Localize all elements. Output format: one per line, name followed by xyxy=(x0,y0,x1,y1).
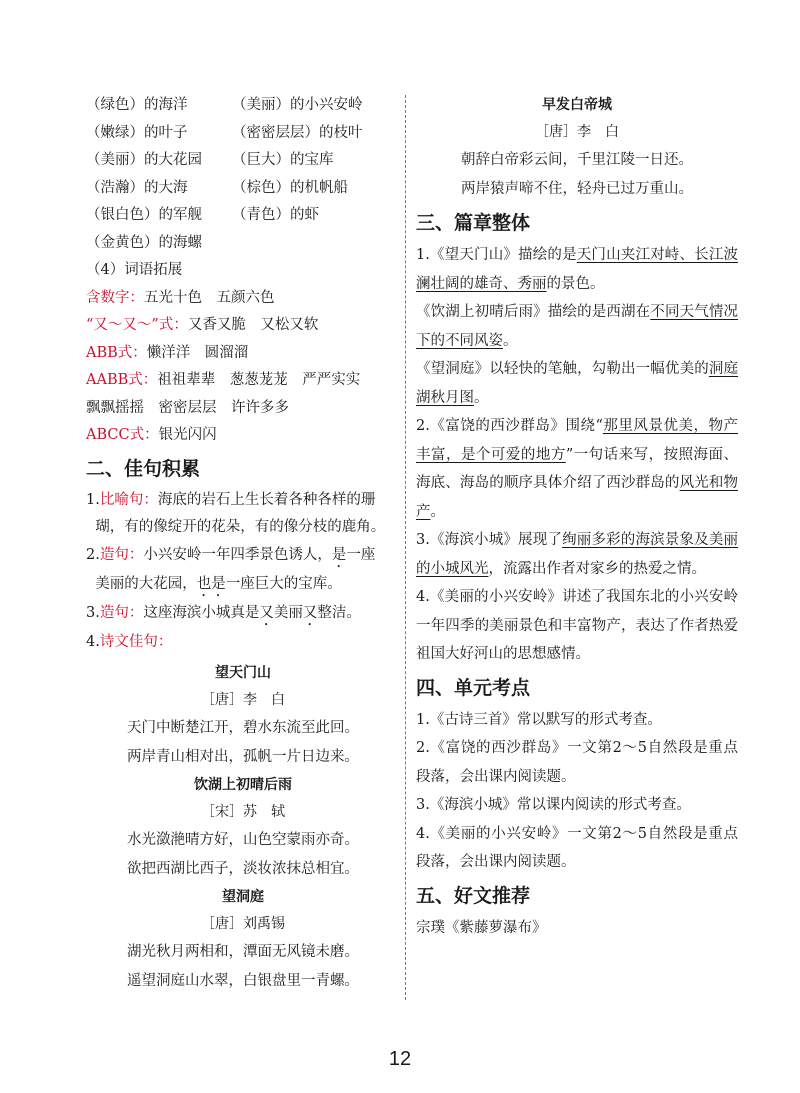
exam-point: 2.《富饶的西沙群岛》一文第2～5自然段是重点段落，会出课内阅读题。 xyxy=(416,740,738,785)
summary-1c: 《望洞庭》以轻快的笔触，勾勒出一幅优美的洞庭湖秋月图。 xyxy=(416,361,739,406)
column-divider xyxy=(405,95,406,1000)
poem xyxy=(86,772,400,884)
poem-line: 两岸猿声啼不住，轻舟已过万重山。 xyxy=(461,181,693,197)
expand-row: ABCC式：银光闪闪 xyxy=(86,427,217,443)
expand-title: （4）词语拓展 xyxy=(86,262,183,278)
poem-line: 两岸青山相对出，孤帆一片日边来。 xyxy=(127,749,359,765)
word-pair: （浩瀚）的大海 （棕色）的机帆船 xyxy=(86,179,348,196)
summary-1b: 《饮湖上初晴后雨》描绘的是西湖在不同天气情况下的不同风姿。 xyxy=(416,304,739,349)
poem xyxy=(86,884,400,996)
poem-line: 天门中断楚江开，碧水东流至此回。 xyxy=(127,720,359,736)
sentence-4: 4.诗文佳句： xyxy=(86,633,173,650)
summary-2: 2.《富饶的西沙群岛》围绕“那里风景优美，物产丰富，是个可爱的地方”一句话来写，按照海面、海底、海岛的顺序具体介绍了西沙群岛的风光和物产。 xyxy=(416,418,739,520)
exam-point: 3.《海滨小城》常以课内阅读的形式考查。 xyxy=(416,797,691,813)
expand-row: 飘飘摇摇 密密层层 许许多多 xyxy=(86,399,289,416)
sentence-2-cont: 美丽的大花园，也是一座巨大的宝库。 xyxy=(95,575,342,592)
summary-1: 1.《望天门山》描绘的是天门山夹江对峙、长江波澜壮阔的雄奇、秀丽的景色。 xyxy=(416,247,738,292)
poem-author: ［唐］刘禹锡 xyxy=(201,916,285,932)
poem-title: 望洞庭 xyxy=(222,889,264,905)
poem-author: ［宋］苏 轼 xyxy=(201,804,285,820)
word-pair: （绿色）的海洋 （美丽）的小兴安岭 xyxy=(86,97,363,113)
exam-point: 1.《古诗三首》常以默写的形式考查。 xyxy=(416,711,662,728)
sentence-1-cont: 瑚，有的像绽开的花朵，有的像分枝的鹿角。 xyxy=(95,519,386,535)
poem-author: ［唐］李 白 xyxy=(201,692,285,708)
poem-line: 遥望洞庭山水翠，白银盘里一青螺。 xyxy=(127,973,359,989)
page-number: 12 xyxy=(388,1048,412,1070)
section-title-5: 五、好文推荐 xyxy=(416,884,531,907)
right-column xyxy=(416,92,738,942)
poem-title: 早发白帝城 xyxy=(542,97,612,113)
word-single: （金黄色）的海螺 xyxy=(86,234,202,251)
recommendation: 宗璞《紫藤萝瀑布》 xyxy=(416,919,547,936)
word-pair: （嫩绿）的叶子 （密密层层）的枝叶 xyxy=(86,124,363,141)
poem xyxy=(416,92,738,204)
left-column xyxy=(86,92,400,996)
sentence-3: 3.造句：这座海滨小城真是又美丽又整洁。 xyxy=(86,604,361,621)
expand-row: AABB式：祖祖辈辈 葱葱茏茏 严严实实 xyxy=(86,372,361,388)
sentence-2: 2.造句：小兴安岭一年四季景色诱人，是一座 xyxy=(86,546,376,563)
expand-row: 含数字：五光十色 五颜六色 xyxy=(86,289,275,306)
expand-row: “又～又～”式：又香又脆 又松又软 xyxy=(86,317,319,333)
poem-line: 湖光秋月两相和，潭面无风镜未磨。 xyxy=(127,944,359,960)
summary-3: 3.《海滨小城》展现了绚丽多彩的海滨景象及美丽的小城风光，流露出作者对家乡的热爱之情。 xyxy=(416,532,738,577)
section-title-2: 二、佳句积累 xyxy=(86,457,201,480)
poem-author: ［唐］李 白 xyxy=(535,124,619,140)
summary-4: 4.《美丽的小兴安岭》讲述了我国东北的小兴安岭一年四季的美丽景色和丰富物产，表达了作者热爱祖国大好河山的思想感情。 xyxy=(416,589,738,662)
section-title-4: 四、单元考点 xyxy=(416,676,531,699)
poem-line: 水光潋滟晴方好，山色空蒙雨亦奇。 xyxy=(127,832,359,848)
poem xyxy=(86,660,400,772)
poem-line: 欲把西湖比西子，淡妆浓抹总相宜。 xyxy=(127,861,359,877)
poem-title: 望天门山 xyxy=(215,665,271,681)
section-title-3: 三、篇章整体 xyxy=(416,212,531,234)
word-pair: （银白色）的军舰 （青色）的虾 xyxy=(86,207,319,223)
exam-point: 4.《美丽的小兴安岭》一文第2～5自然段是重点段落，会出课内阅读题。 xyxy=(416,825,738,870)
sentence-1: 1.比喻句：海底的岩石上生长着各种各样的珊 xyxy=(86,491,376,508)
expand-row: ABB式：懒洋洋 圆溜溜 xyxy=(86,344,249,361)
poem-line: 朝辞白帝彩云间，千里江陵一日还。 xyxy=(461,152,693,168)
word-pair: （美丽）的大花园 （巨大）的宝库 xyxy=(86,152,334,168)
poem-title: 饮湖上初晴后雨 xyxy=(194,777,292,793)
